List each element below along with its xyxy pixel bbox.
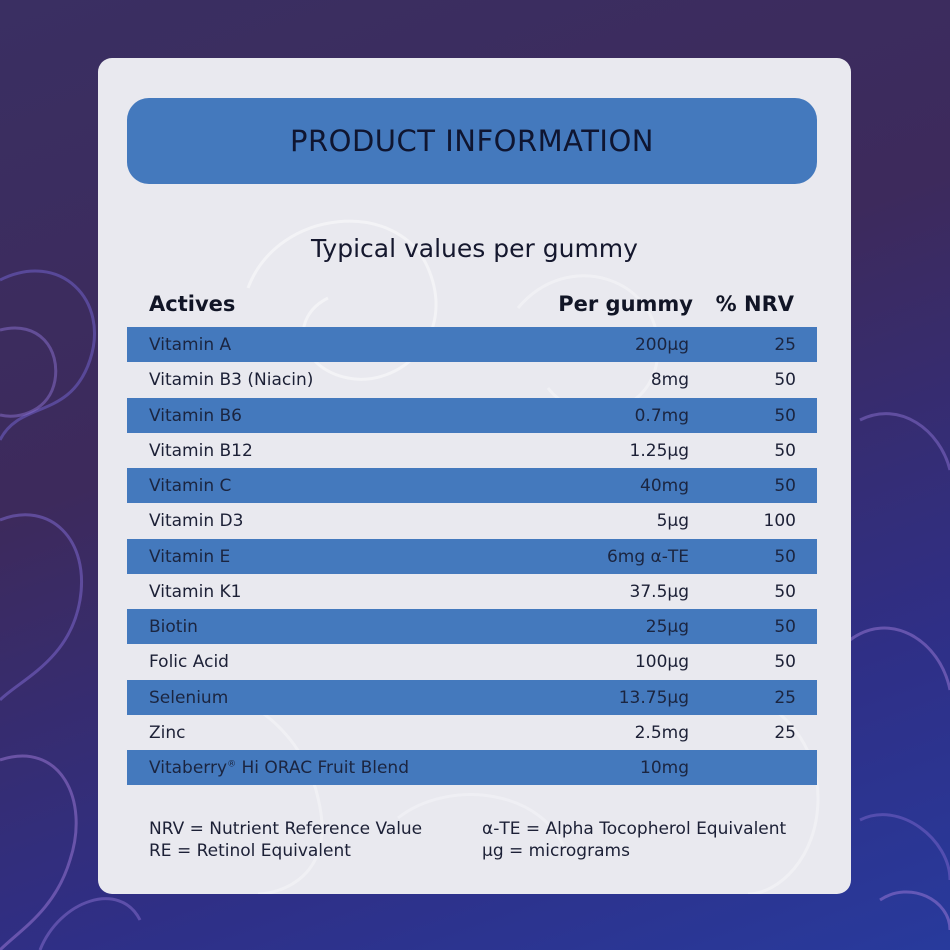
nutrient-name-brand: Vitaberry [149, 758, 228, 778]
nutrient-nrv: 50 [774, 405, 796, 426]
table-row [127, 539, 817, 574]
nutrient-nrv: 50 [774, 581, 796, 602]
table-row [127, 468, 817, 503]
nutrient-name: Biotin [149, 617, 198, 637]
nutrient-name: Vitamin A [149, 335, 232, 355]
nutrient-amount: 200µg [634, 335, 689, 355]
table-row [127, 609, 817, 644]
footnotes-left [149, 818, 422, 862]
footnotes-right [482, 818, 786, 862]
nutrient-amount: 25µg [645, 617, 689, 637]
nutrient-name: Vitamin B12 [149, 440, 253, 461]
nutrient-name: Vitamin D3 [149, 511, 244, 532]
table-row [127, 362, 817, 397]
page-title: PRODUCT INFORMATION [290, 124, 654, 158]
footnote-ug: µg = micrograms [482, 841, 630, 861]
nutrient-name: Zinc [149, 722, 186, 743]
nutrient-nrv: 25 [774, 335, 796, 355]
nutrient-amount: 100µg [634, 652, 689, 673]
nutrient-name: Selenium [149, 687, 229, 708]
product-info-card [98, 58, 851, 894]
nutrient-name: Vitamin C [149, 476, 232, 496]
footnote-nrv: NRV = Nutrient Reference Value [149, 819, 423, 839]
nutrient-nrv: 100 [763, 511, 796, 532]
nutrient-name: Vitamin B6 [149, 405, 243, 426]
nutrient-nrv: 25 [774, 722, 796, 743]
table-row [127, 327, 817, 362]
table-row [127, 503, 817, 538]
nutrient-amount: 10mg [640, 758, 689, 778]
nutrient-amount: 6mg α-TE [606, 546, 689, 567]
nutrient-amount: 13.75µg [618, 687, 689, 708]
nutrient-amount: 1.25µg [629, 440, 689, 461]
column-header-nrv: % NRV [715, 292, 794, 316]
nutrient-nrv: 50 [774, 546, 796, 567]
table-row [127, 715, 817, 750]
nutrient-name: Vitamin B3 (Niacin) [149, 370, 314, 391]
nutrient-nrv: 50 [774, 476, 796, 496]
table-row [127, 680, 817, 715]
nutrient-name: Vitamin E [149, 546, 231, 567]
header-banner [127, 98, 817, 184]
nutrient-table [127, 327, 817, 785]
table-row [127, 574, 817, 609]
nutrient-name [149, 758, 409, 778]
nutrient-amount: 8mg [650, 370, 689, 391]
column-header-actives: Actives [149, 292, 236, 316]
registered-mark: ® [227, 759, 237, 770]
nutrient-nrv: 50 [774, 652, 796, 673]
nutrient-name: Folic Acid [149, 652, 229, 673]
nutrient-amount: 37.5µg [629, 581, 689, 602]
nutrient-amount: 5µg [656, 511, 689, 532]
nutrient-nrv: 25 [774, 687, 796, 708]
nutrient-name-suffix: Hi ORAC Fruit Blend [236, 758, 409, 778]
table-subtitle: Typical values per gummy [311, 234, 638, 263]
footnote-re: RE = Retinol Equivalent [149, 841, 351, 861]
table-row [127, 433, 817, 468]
footnote-ate: α-TE = Alpha Tocopherol Equivalent [482, 819, 787, 839]
nutrient-amount: 2.5mg [634, 722, 689, 743]
nutrient-nrv: 50 [774, 440, 796, 461]
nutrient-amount: 40mg [640, 476, 689, 496]
nutrient-nrv: 50 [774, 617, 796, 637]
column-header-per-gummy: Per gummy [558, 292, 693, 316]
nutrient-amount: 0.7mg [634, 405, 689, 426]
table-row [127, 398, 817, 433]
table-row [127, 644, 817, 679]
nutrient-name: Vitamin K1 [149, 581, 242, 602]
nutrient-nrv: 50 [774, 370, 796, 391]
table-row [127, 750, 817, 785]
